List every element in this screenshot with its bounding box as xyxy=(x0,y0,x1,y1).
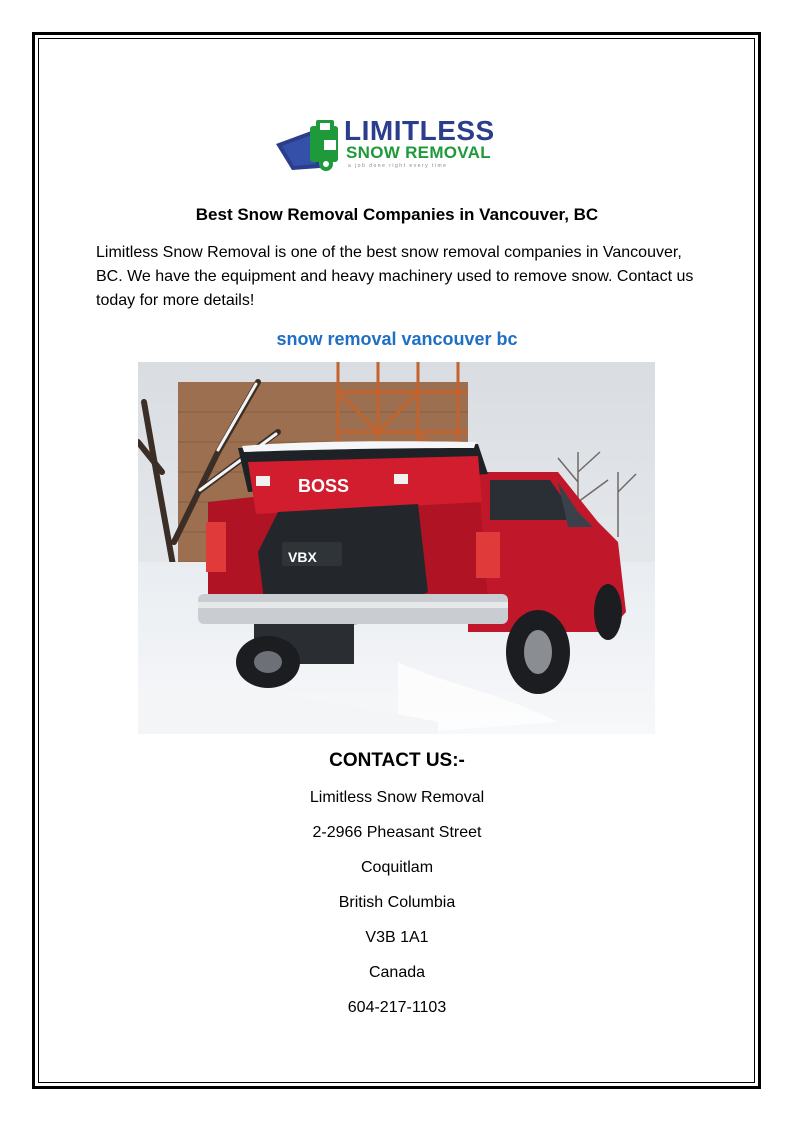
contact-city: Coquitlam xyxy=(360,859,434,876)
contact-company-name: Limitless Snow Removal xyxy=(309,789,485,806)
hopper-brand-label: BOSS xyxy=(298,476,350,496)
logo-tagline: a job done right every time xyxy=(348,163,448,169)
snow-removal-link[interactable]: snow removal vancouver bc xyxy=(276,329,518,349)
contact-heading: CONTACT US:- xyxy=(329,750,465,771)
truck-photo xyxy=(138,362,655,734)
logo-text-primary: LIMITLESS xyxy=(344,115,495,146)
document-title: Best Snow Removal Companies in Vancouver, BC xyxy=(195,205,599,224)
contact-street: 2-2966 Pheasant Street xyxy=(312,824,482,841)
spreader-label: VBX xyxy=(288,549,317,565)
contact-country: Canada xyxy=(368,964,426,981)
intro-paragraph: Limitless Snow Removal is one of the best snow removal companies in Vancouver, BC. We have the equipment and heavy machinery used to remove snow. Contact us today for more details! xyxy=(96,244,694,309)
logo-text-secondary: SNOW REMOVAL xyxy=(346,143,491,162)
contact-postal-code: V3B 1A1 xyxy=(365,929,429,946)
contact-province: British Columbia xyxy=(338,894,456,911)
contact-phone[interactable]: 604-217-1103 xyxy=(347,999,447,1016)
